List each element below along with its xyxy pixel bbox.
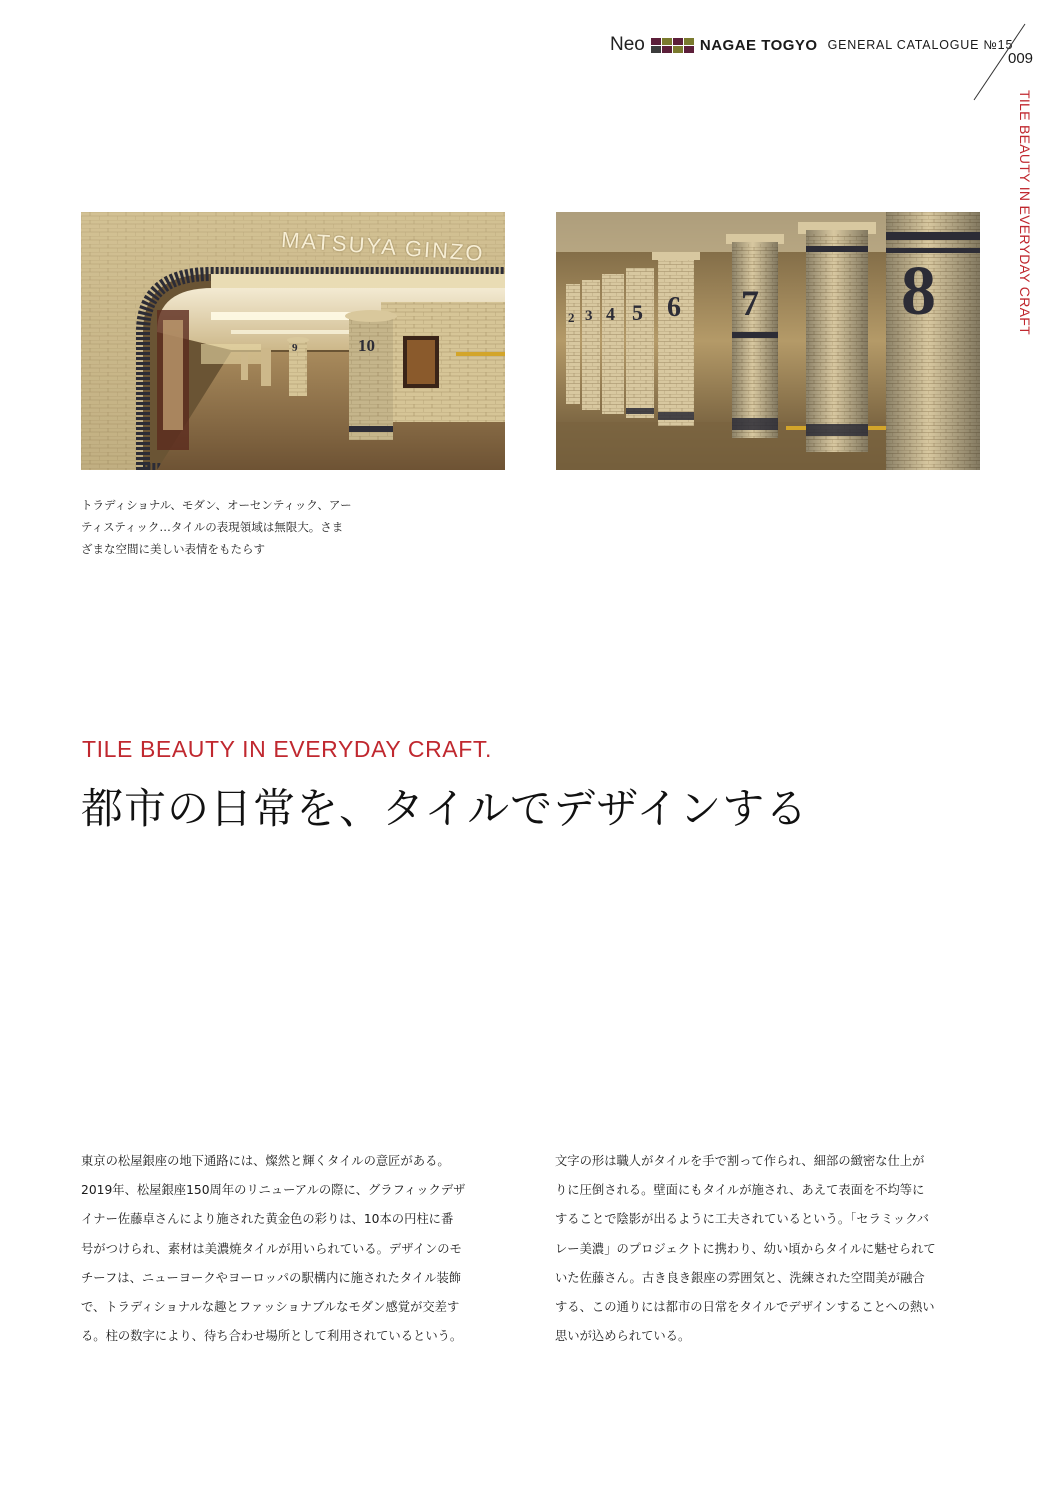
brand-name: NAGAE TOGYO	[699, 36, 818, 54]
body-line: 2019年、松屋銀座150周年のリニューアルの際に、グラフィックデザ	[81, 1183, 466, 1198]
body-line: いた佐藤さん。古き良き銀座の雰囲気と、洗練された空間美が融合	[555, 1270, 925, 1285]
photo-matsuya-ginza-passage	[81, 212, 505, 470]
pillar-9	[287, 337, 309, 396]
body-column-2	[555, 1147, 987, 1351]
pillar-number-9: 9	[292, 342, 298, 354]
pillar-number-3: 3	[585, 308, 593, 324]
body-line: る。柱の数字により、待ち合わせ場所として利用されているという。	[81, 1329, 463, 1344]
body-line: で、トラディショナルな趣とファッショナブルなモダン感覚が交差す	[81, 1300, 460, 1315]
sign-matsuya-ginza: MATSUYA GINZO	[280, 226, 486, 267]
body-line: 号がつけられ、素材は美濃焼タイルが用いられている。デザインのモ	[81, 1241, 462, 1256]
body-line: レー美濃」のプロジェクトに携わり、幼い頃からタイルに魅せられて	[555, 1241, 936, 1256]
page-number: 009	[1008, 50, 1034, 67]
pillar-number-8: 8	[901, 253, 936, 330]
body-line: イナー佐藤卓さんにより施された黄金色の彩りは、10本の円柱に番	[81, 1212, 454, 1227]
pillar-number-2: 2	[568, 310, 575, 325]
caption-line: ティスティック…タイルの表現領域は無限大。さま	[81, 520, 344, 534]
caption-line: ざまな空間に美しい表情をもたらす	[81, 542, 265, 556]
pillar-number-5: 5	[632, 300, 643, 325]
body-line: 東京の松屋銀座の地下通路には、燦然と輝くタイルの意匠がある。	[81, 1154, 450, 1168]
brand-neo: Neo	[610, 34, 645, 55]
pillar-number-4: 4	[606, 304, 615, 324]
title-japanese: 都市の日常を、タイルでデザインする	[81, 784, 809, 833]
body-line: する、この通りには都市の日常をタイルでデザインすることへの熱い	[555, 1300, 935, 1315]
pillar-number-6: 6	[667, 292, 681, 323]
photo-caption	[81, 494, 381, 560]
body-line: チーフは、ニューヨークやヨーロッパの駅構内に施されたタイル装飾	[81, 1270, 462, 1285]
pillar-10	[345, 310, 397, 440]
catalogue-header	[610, 34, 1013, 56]
caption-line: トラディショナル、モダン、オーセンティック、アー	[81, 498, 352, 512]
body-line: することで陰影が出るように工夫されているという。「セラミックバ	[555, 1212, 930, 1227]
title-english: TILE BEAUTY IN EVERYDAY CRAFT.	[82, 736, 492, 762]
body-column-1	[81, 1147, 513, 1351]
pillar-number-7: 7	[741, 283, 759, 323]
body-line: 思いが込められている。	[555, 1329, 691, 1344]
side-title: TILE BEAUTY IN EVERYDAY CRAFT	[1017, 90, 1033, 335]
catalogue-label: GENERAL CATALOGUE №15	[827, 38, 1014, 52]
pillar-number-10: 10	[358, 336, 375, 355]
body-line: りに圧倒される。壁面にもタイルが施され、あえて表面を不均等に	[555, 1183, 925, 1198]
photo-numbered-pillars	[556, 212, 980, 470]
brand-logo-icon	[651, 38, 694, 53]
body-line: 文字の形は職人がタイルを手で割って作られ、細部の緻密な仕上が	[555, 1154, 925, 1168]
